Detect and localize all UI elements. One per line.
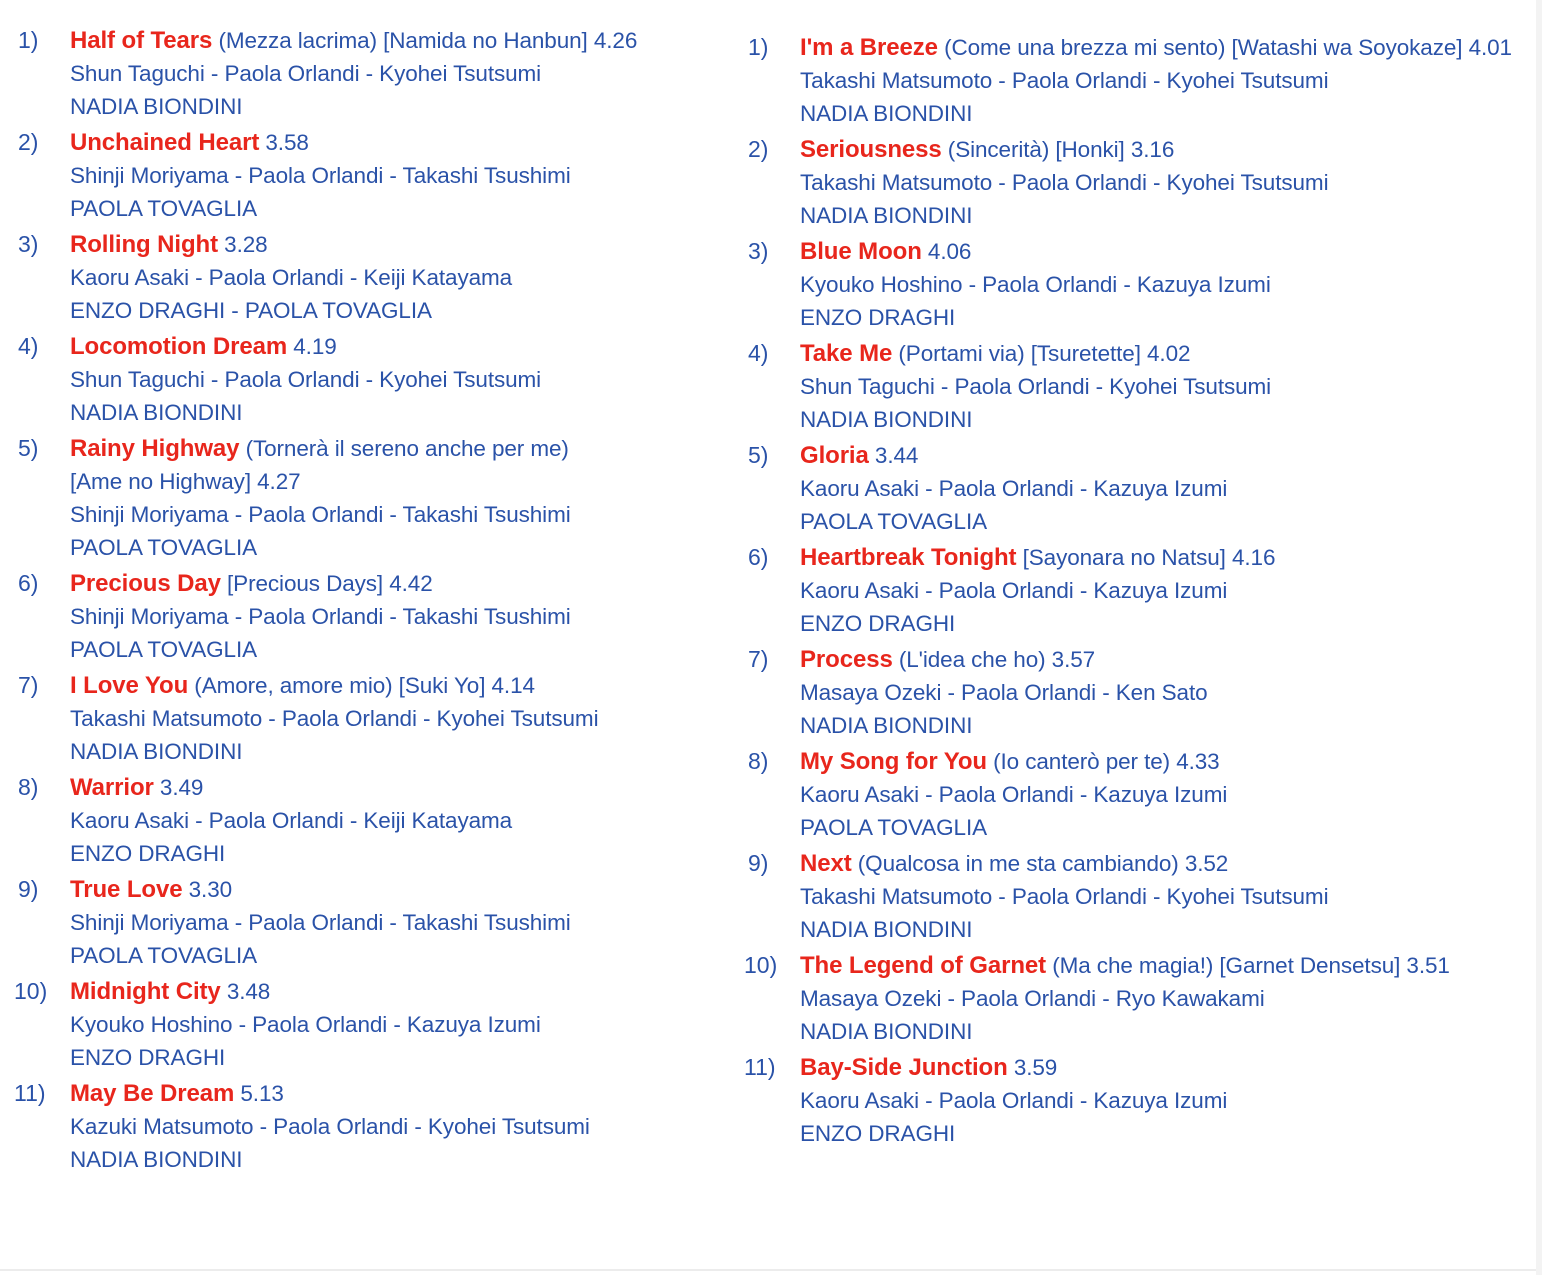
track-item <box>18 771 728 870</box>
track-number: 11) <box>744 1054 776 1080</box>
track-details: (Portami via) [Tsuretette] 4.02 <box>898 341 1191 366</box>
page-bottom-edge <box>0 1269 1542 1271</box>
track-credit-line: Kazuki Matsumoto - Paola Orlandi - Kyohei Tsutsumi <box>70 1114 590 1139</box>
track-credit-line: Masaya Ozeki - Paola Orlandi - Ryo Kawakami <box>800 986 1265 1011</box>
track-item <box>748 337 1538 436</box>
track-credit-line: ENZO DRAGHI <box>800 305 956 330</box>
track-title: Seriousness <box>800 136 942 163</box>
track-title: Process <box>800 646 893 673</box>
track-number: 8) <box>748 748 769 774</box>
track-details: (Amore, amore mio) [Suki Yo] 4.14 <box>194 673 535 698</box>
track-credit-line: PAOLA TOVAGLIA <box>70 535 258 560</box>
track-title: Precious Day <box>70 570 221 597</box>
track-details: (Io canterò per te) 4.33 <box>993 749 1220 774</box>
track-credit-line: PAOLA TOVAGLIA <box>800 815 988 840</box>
track-credit-line: NADIA BIONDINI <box>800 407 973 432</box>
tracklist-left-column <box>14 24 728 1179</box>
track-credit-line: Takashi Matsumoto - Paola Orlandi - Kyohei Tsutsumi <box>800 68 1329 93</box>
track-credit-line: Kaoru Asaki - Paola Orlandi - Keiji Katayama <box>70 265 513 290</box>
track-title: I Love You <box>70 672 189 699</box>
track-item <box>18 228 728 327</box>
track-item <box>744 949 1538 1048</box>
track-credit-line: Kaoru Asaki - Paola Orlandi - Kazuya Izumi <box>800 782 1228 807</box>
track-credit-line: Kyouko Hoshino - Paola Orlandi - Kazuya Izumi <box>70 1012 541 1037</box>
track-item <box>744 1051 1538 1150</box>
track-item <box>18 669 728 768</box>
track-title: Rainy Highway <box>70 435 240 462</box>
track-details: 4.06 <box>927 239 972 264</box>
track-number: 1) <box>18 27 39 53</box>
track-title: Heartbreak Tonight <box>800 544 1017 571</box>
track-credit-line: Kaoru Asaki - Paola Orlandi - Kazuya Izumi <box>800 578 1228 603</box>
track-title-line <box>70 669 728 702</box>
track-details: (Mezza lacrima) [Namida no Hanbun] 4.26 <box>218 28 638 53</box>
track-credit-line: Takashi Matsumoto - Paola Orlandi - Kyohei Tsutsumi <box>800 884 1329 909</box>
track-credit-line: Shun Taguchi - Paola Orlandi - Kyohei Tsutsumi <box>70 367 542 392</box>
track-credit-line: NADIA BIONDINI <box>800 203 973 228</box>
track-details: 3.58 <box>265 130 309 155</box>
track-title: Half of Tears <box>70 27 213 54</box>
track-credit-line: Shinji Moriyama - Paola Orlandi - Takashi Tsushimi <box>70 163 571 188</box>
track-title: Take Me <box>800 340 893 367</box>
track-title-line <box>70 330 728 363</box>
track-title-line <box>70 432 728 465</box>
track-number: 10) <box>14 978 48 1004</box>
track-title-line <box>800 949 1538 982</box>
track-credit-line: [Ame no Highway] 4.27 <box>70 469 301 494</box>
track-item <box>748 643 1538 742</box>
track-item <box>14 975 728 1074</box>
track-credit-line: Shun Taguchi - Paola Orlandi - Kyohei Tsutsumi <box>800 374 1272 399</box>
track-number: 4) <box>18 333 39 359</box>
track-item <box>18 330 728 429</box>
track-details: 5.13 <box>240 1081 284 1106</box>
track-credit-line: PAOLA TOVAGLIA <box>70 637 258 662</box>
track-details: 3.44 <box>874 443 919 468</box>
track-number: 7) <box>748 646 769 672</box>
track-credit-line: Shinji Moriyama - Paola Orlandi - Takashi Tsushimi <box>70 910 571 935</box>
track-item <box>748 235 1538 334</box>
track-title-line <box>800 643 1538 676</box>
track-title: Gloria <box>800 442 869 469</box>
track-number: 5) <box>748 442 769 468</box>
track-title: I'm a Breeze <box>800 34 938 61</box>
track-credit-line: Kyouko Hoshino - Paola Orlandi - Kazuya Izumi <box>800 272 1271 297</box>
track-item <box>748 847 1538 946</box>
track-title-line <box>70 771 728 804</box>
track-title-line <box>70 126 728 159</box>
track-credit-line: ENZO DRAGHI <box>800 611 956 636</box>
track-credit-line: NADIA BIONDINI <box>800 1019 973 1044</box>
track-number: 9) <box>748 850 769 876</box>
track-details: (L'idea che ho) 3.57 <box>898 647 1096 672</box>
track-number: 10) <box>744 952 778 978</box>
track-title-line <box>800 745 1538 778</box>
track-number: 3) <box>748 238 769 264</box>
track-title-line <box>70 873 728 906</box>
track-credit-line: Kaoru Asaki - Paola Orlandi - Kazuya Izumi <box>800 476 1228 501</box>
track-number: 9) <box>18 876 39 902</box>
track-details: 3.28 <box>224 232 268 257</box>
track-number: 6) <box>748 544 769 570</box>
track-item <box>18 432 728 564</box>
track-credit-line: Shinji Moriyama - Paola Orlandi - Takashi Tsushimi <box>70 502 571 527</box>
track-credit-line: NADIA BIONDINI <box>70 400 243 425</box>
track-credit-line: PAOLA TOVAGLIA <box>800 509 988 534</box>
track-item <box>748 31 1538 130</box>
track-item <box>18 567 728 666</box>
track-item <box>18 126 728 225</box>
track-title-line <box>70 24 728 57</box>
track-item <box>748 439 1538 538</box>
track-title-line <box>800 337 1538 370</box>
track-credit-line: Takashi Matsumoto - Paola Orlandi - Kyohei Tsutsumi <box>800 170 1329 195</box>
track-number: 2) <box>18 129 39 155</box>
track-credit-line: ENZO DRAGHI <box>70 841 226 866</box>
track-title-line <box>800 235 1538 268</box>
track-title-line <box>70 975 728 1008</box>
track-item <box>18 873 728 972</box>
track-details: (Qualcosa in me sta cambiando) 3.52 <box>857 851 1229 876</box>
track-credit-line: Shinji Moriyama - Paola Orlandi - Takashi Tsushimi <box>70 604 571 629</box>
track-title: Unchained Heart <box>70 129 260 156</box>
track-title-line <box>800 1051 1538 1084</box>
page-right-edge <box>1536 0 1542 1275</box>
tracklist-right-column <box>744 31 1538 1153</box>
track-details: (Tornerà il sereno anche per me) <box>245 436 569 461</box>
track-credit-line: PAOLA TOVAGLIA <box>70 943 258 968</box>
track-credit-line: NADIA BIONDINI <box>70 1147 243 1172</box>
track-credit-line: NADIA BIONDINI <box>800 713 973 738</box>
track-credit-line: NADIA BIONDINI <box>70 94 243 119</box>
track-title: Locomotion Dream <box>70 333 288 360</box>
track-item <box>748 745 1538 844</box>
track-details: [Precious Days] 4.42 <box>227 571 433 596</box>
track-title-line <box>800 439 1538 472</box>
track-number: 2) <box>748 136 769 162</box>
track-title: Blue Moon <box>800 238 922 265</box>
track-credit-line: Kaoru Asaki - Paola Orlandi - Keiji Katayama <box>70 808 513 833</box>
track-title: Midnight City <box>70 978 221 1005</box>
track-item <box>18 24 728 123</box>
track-details: 3.49 <box>159 775 204 800</box>
track-title: Warrior <box>70 774 154 801</box>
track-details: [Sayonara no Natsu] 4.16 <box>1022 545 1276 570</box>
track-details: 4.19 <box>293 334 337 359</box>
track-number: 7) <box>18 672 39 698</box>
track-title-line <box>800 541 1538 574</box>
track-credit-line: NADIA BIONDINI <box>70 739 243 764</box>
track-number: 11) <box>14 1080 46 1106</box>
track-title-line <box>800 133 1538 166</box>
track-details: (Come una brezza mi sento) [Watashi wa Soyokaze] 4.01 <box>944 35 1512 60</box>
track-credit-line: Takashi Matsumoto - Paola Orlandi - Kyohei Tsutsumi <box>70 706 599 731</box>
track-title: The Legend of Garnet <box>800 952 1047 979</box>
track-title-line <box>70 228 728 261</box>
track-title-line <box>800 847 1538 880</box>
track-title: True Love <box>70 876 183 903</box>
track-title: Bay-Side Junction <box>800 1054 1008 1081</box>
track-credit-line: Masaya Ozeki - Paola Orlandi - Ken Sato <box>800 680 1208 705</box>
track-details: 3.59 <box>1013 1055 1058 1080</box>
track-title: My Song for You <box>800 748 987 775</box>
track-number: 4) <box>748 340 769 366</box>
track-number: 1) <box>748 34 769 60</box>
track-details: (Sincerità) [Honki] 3.16 <box>947 137 1175 162</box>
track-title-line <box>70 567 728 600</box>
track-title-line <box>70 1077 728 1110</box>
track-item <box>748 133 1538 232</box>
track-credit-line: Kaoru Asaki - Paola Orlandi - Kazuya Izumi <box>800 1088 1228 1113</box>
track-details: 3.30 <box>188 877 233 902</box>
track-number: 5) <box>18 435 39 461</box>
track-title: May Be Dream <box>70 1080 235 1107</box>
track-number: 3) <box>18 231 39 257</box>
track-item <box>14 1077 728 1176</box>
track-details: (Ma che magia!) [Garnet Densetsu] 3.51 <box>1052 953 1450 978</box>
track-credit-line: ENZO DRAGHI <box>800 1121 956 1146</box>
track-title-line <box>800 31 1538 64</box>
track-number: 8) <box>18 774 39 800</box>
track-title: Next <box>800 850 852 877</box>
track-credit-line: NADIA BIONDINI <box>800 101 973 126</box>
track-credit-line: ENZO DRAGHI - PAOLA TOVAGLIA <box>70 298 432 323</box>
track-number: 6) <box>18 570 39 596</box>
track-details: 3.48 <box>226 979 271 1004</box>
track-credit-line: NADIA BIONDINI <box>800 917 973 942</box>
track-credit-line: PAOLA TOVAGLIA <box>70 196 258 221</box>
track-title: Rolling Night <box>70 231 218 258</box>
track-credit-line: Shun Taguchi - Paola Orlandi - Kyohei Tsutsumi <box>70 61 542 86</box>
track-item <box>748 541 1538 640</box>
track-credit-line: ENZO DRAGHI <box>70 1045 226 1070</box>
